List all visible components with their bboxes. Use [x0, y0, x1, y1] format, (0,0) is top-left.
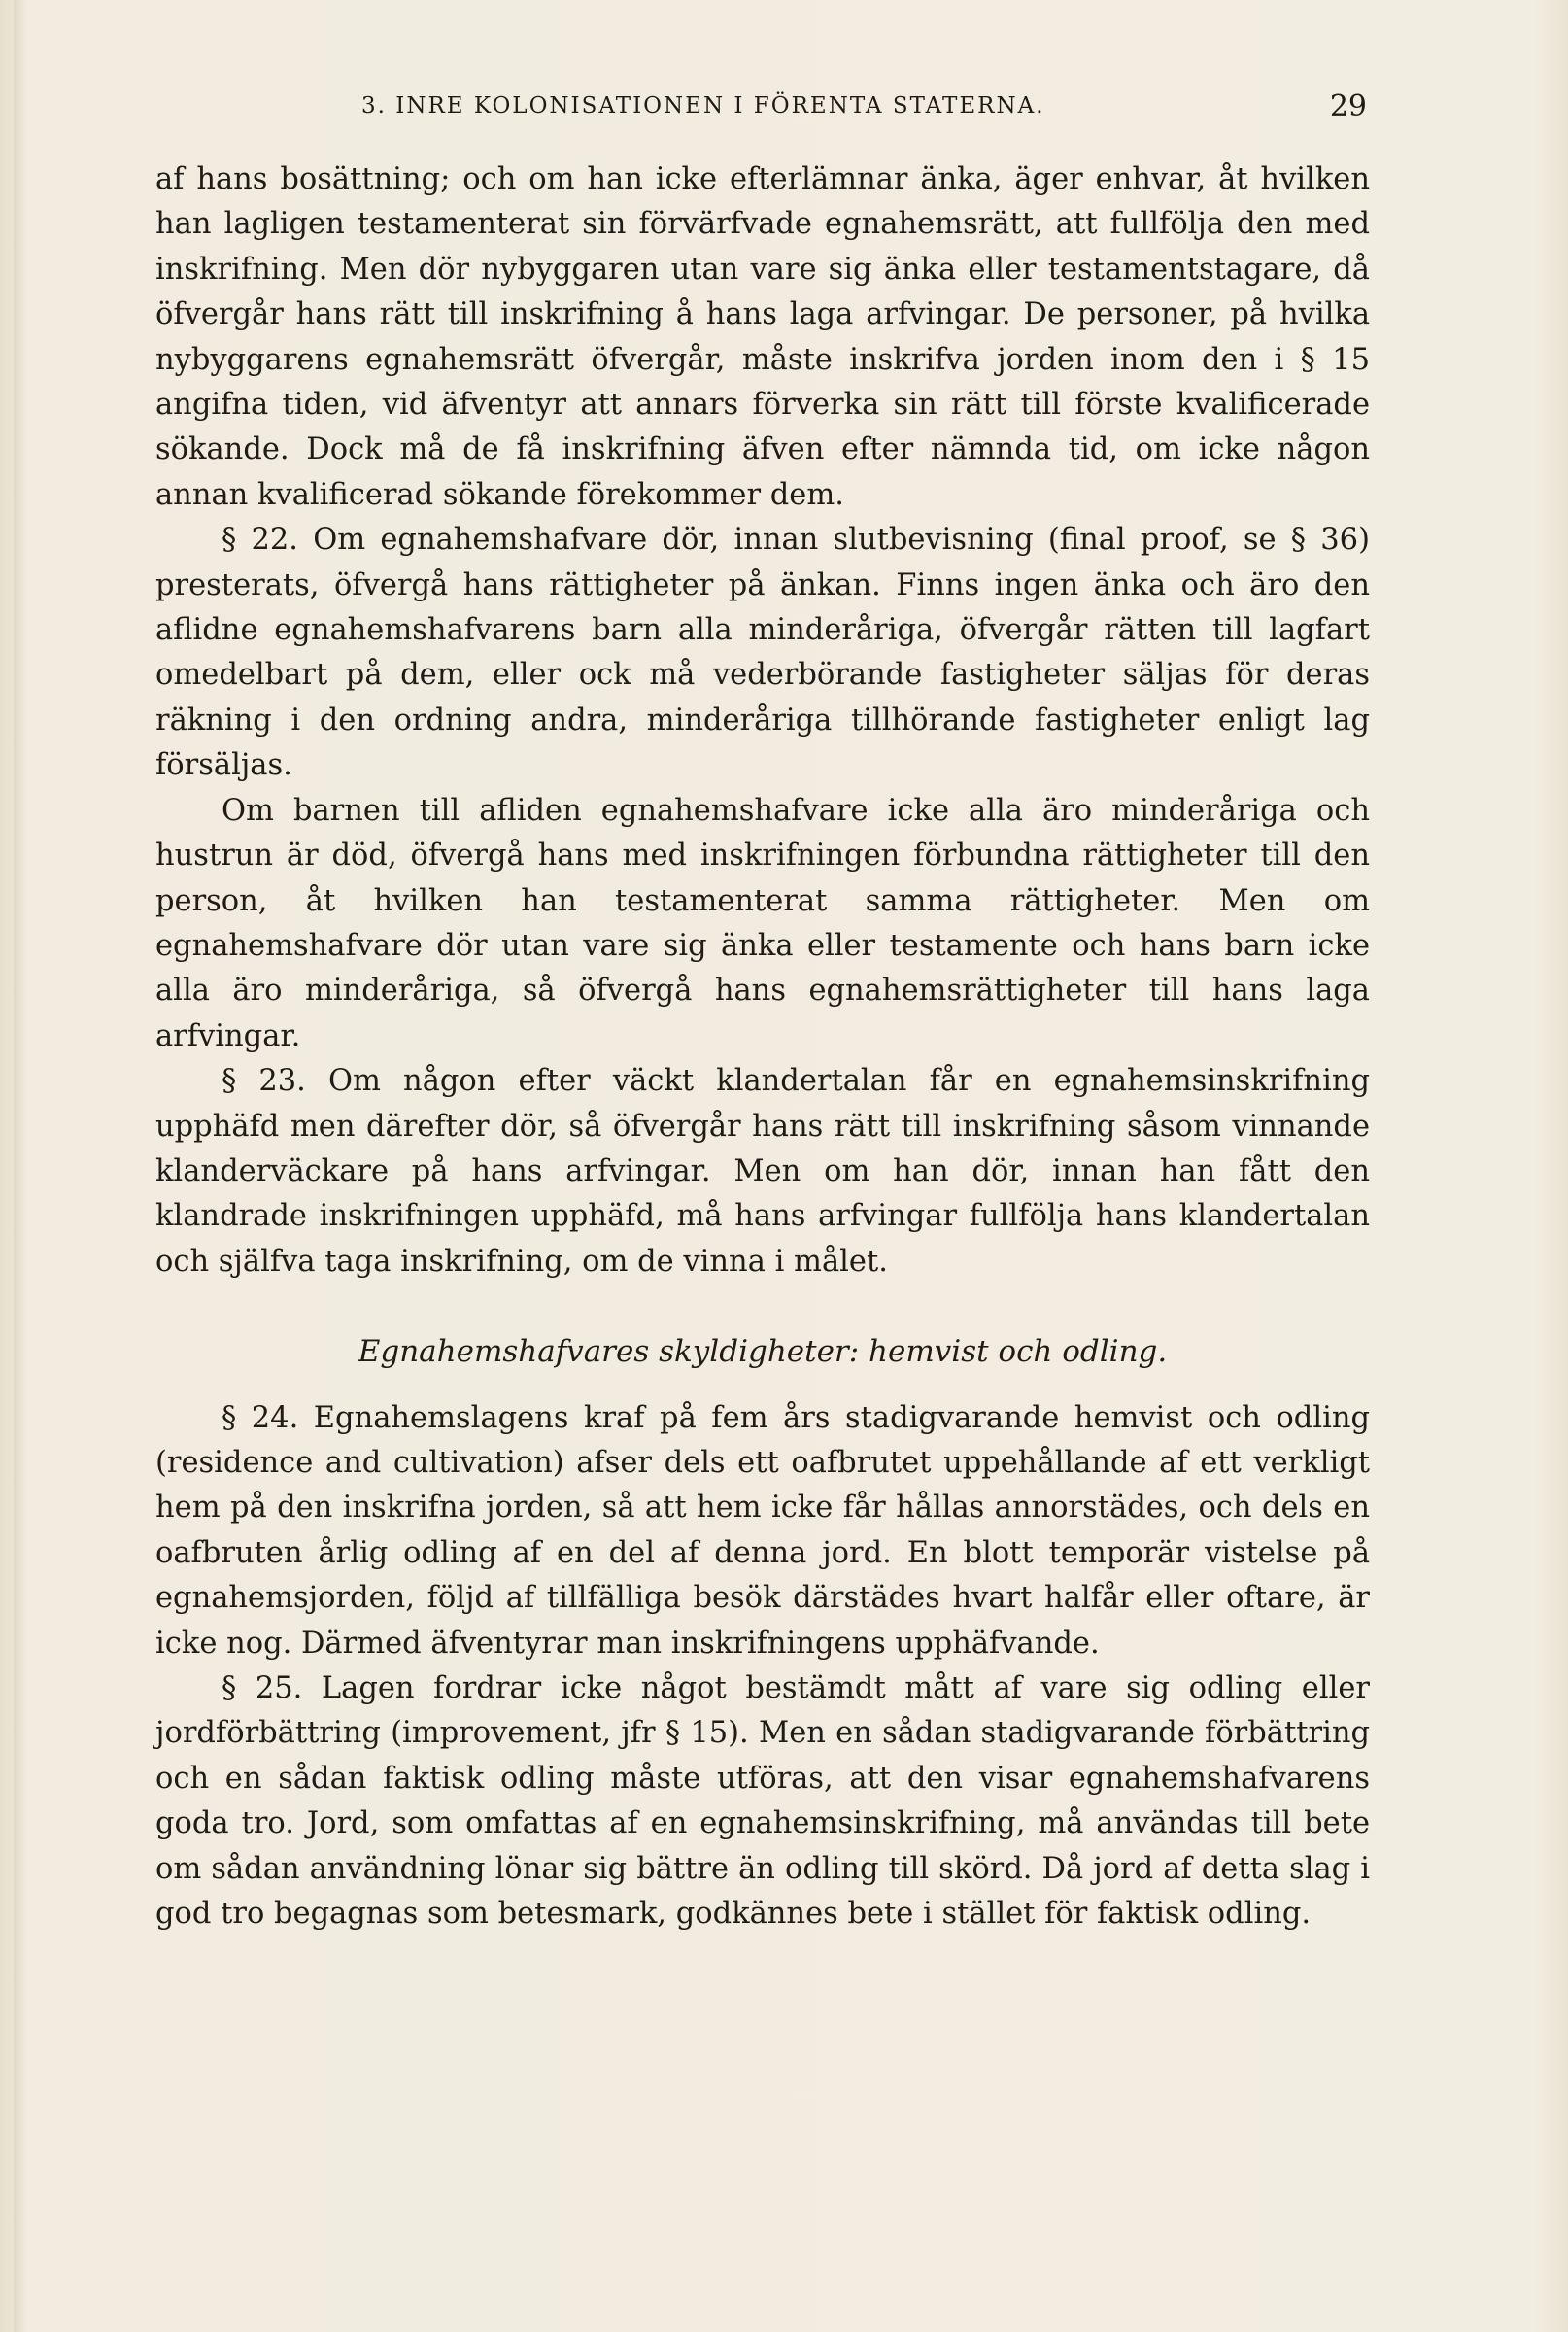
paragraph-section-23: § 23. Om någon efter väckt klandertalan får en egnahemsinskrifning upphäfd men därefter dör, så öfvergår hans rätt till inskrifning såsom vinnande klanderväckare på hans arfvingar. Men om han dör, innan han fått den klandrade inskrifningen upphäfd, må hans arfvingar fullfölja hans klandertalan och själfva taga inskrifning, om de vinna i målet. [155, 1064, 1370, 1279]
page-number: 29 [1329, 89, 1367, 123]
section-heading: Egnahemshafvares skyldigheter: hemvist och odling. [358, 1334, 1168, 1370]
paragraph-section-24: § 24. Egnahemslagens kraf på fem års stadigvarande hemvist och odling (residence and cultivation) afser dels ett oafbrutet uppehållande af ett verkligt hem på den inskrifna jorden, så att hem icke får hållas annorstädes, och dels en oafbruten årlig odling af en del af denna jord. En blott temporär vistelse på egnahemsjorden, följd af tillfälliga besök därstädes hvart halfår eller oftare, är icke nog. Därmed äfventyrar man inskrifningens upphäfvande. [155, 1400, 1370, 1661]
spacer [155, 1375, 1370, 1396]
paragraph-section-25: § 25. Lagen fordrar icke något bestämdt mått af vare sig odling eller jordförbättring (improvement, jfr § 15). Men en sådan stadigvarande förbättring och en sådan faktisk odling måste utföras, att den visar egnahemshafvarens goda tro. Jord, som omfattas af en egnahemsinskrifning, må användas till bete om sådan användning lönar sig bättre än odling till skörd. Då jord af detta slag i god tro begagnas som betesmark, godkännes bete i stället för faktisk odling. [155, 1671, 1370, 1932]
paragraph-continuation: af hans bosättning; och om han icke efterlämnar änka, äger enhvar, åt hvilken han lagligen testamenterat sin förvärfvade egnahemsrätt, att fullfölja den med inskrifning. Men dör nybyggaren utan vare sig änka eller testamentstagare, då öfvergår hans rätt till inskrifning å hans laga arfvingar. De personer, på hvilka nybyggarens egnahemsrätt öfvergår, måste inskrifva jorden inom den i § 15 angifna tiden, vid äfventyr att annars förverka sin rätt till förste kvalificerade sökande. Dock må de få inskrifning äfven efter nämnda tid, om icke någon annan kvalificerad sökande förekommer dem. [155, 162, 1370, 512]
spacer [155, 1285, 1370, 1329]
paragraph-section-22: § 22. Om egnahemshafvare dör, innan slutbevisning (final proof, se § 36) presterats, öfvergå hans rättigheter på änkan. Finns ingen änka och äro den aflidne egnahemshafvarens barn alla minderåriga, öfvergår rätten till lagfart omedelbart på dem, eller ock må vederbörande fastigheter säljas för deras räkning i den ordning andra, minderåriga tillhörande fastigheter enligt lag försäljas. [155, 523, 1370, 783]
page-header [361, 89, 1367, 128]
page-edge-shadow [14, 0, 25, 2332]
page-body [155, 157, 1370, 1937]
running-head: 3. INRE KOLONISATIONEN I FÖRENTA STATERNA. [361, 93, 1045, 119]
paragraph-section-22-cont: Om barnen till afliden egnahemshafvare icke alla äro minderåriga och hustrun är död, öfvergå hans med inskrifningen förbundna rättigheter till den person, åt hvilken han testamenterat samma rättigheter. Men om egnahemshafvare dör utan vare sig änka eller testamente och hans barn icke alla äro minderåriga, så öfvergå hans egnahemsrättigheter till hans laga arfvingar. [155, 793, 1370, 1053]
